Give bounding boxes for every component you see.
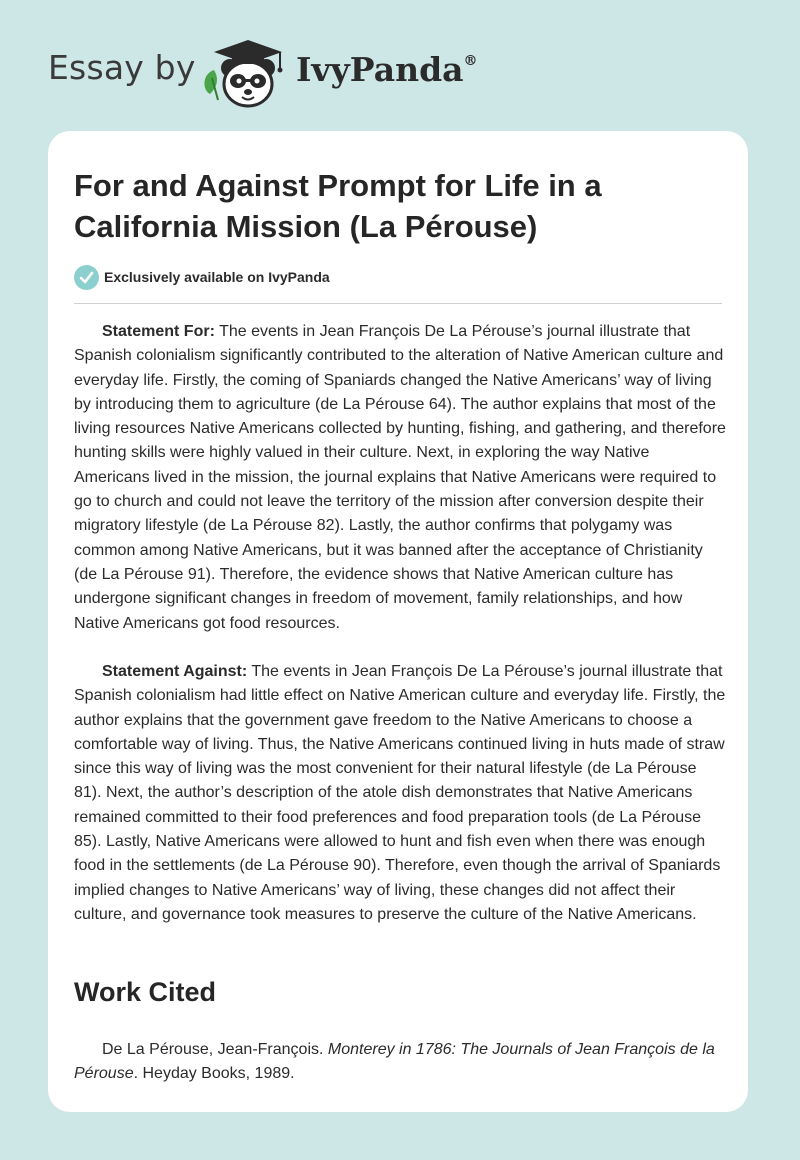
citation-title: Monterey in 1786: The Journals of Jean François de la Pérouse <box>74 1041 715 1083</box>
works-cited-heading: Work Cited <box>74 977 217 1007</box>
exclusive-badge <box>74 264 330 290</box>
citation-author: De La Pérouse, Jean-François. <box>102 1041 328 1058</box>
essay-card <box>48 131 748 1112</box>
paragraph-label: Statement Against: <box>102 663 248 680</box>
paragraph-label: Statement For: <box>102 323 215 340</box>
page-title: For and Against Prompt for Life in a California Mission (La Pérouse) <box>74 168 602 244</box>
badge-text: Exclusively available on IvyPanda <box>104 269 330 285</box>
paragraph-statement-for <box>74 320 726 636</box>
panda-logo-icon <box>196 34 292 110</box>
citation-publisher: . Heyday Books, 1989. <box>133 1065 295 1083</box>
paragraph-text: The events in Jean François De La Pérouse’s journal illustrate that Spanish colonialism had little effect on Native American culture and everyday life. Firstly, the author explains that the government gave freedom to the Native Americans to choose a comfortable way of living. Thus, the Native Americans continued living in huts made of straw since this way of living was the most convenient for their natural lifestyle (de La Pérouse 81). Next, the author’s description of the atole dish demonstrates that Native Americans remained committed to their food preferences and food preparation tools (de La Pérouse 85). Lastly, Native Americans were allowed to hunt and fish even when there was enough food in the settlements (de La Pérouse 90). Therefore, even though the arrival of Spaniards implied changes to Native Americans’ way of living, these changes did not affect their culture, and governance took measures to preserve the culture of the Native Americans. <box>74 663 726 923</box>
paragraph-statement-against <box>74 660 726 927</box>
trademark-mark: ® <box>463 53 478 69</box>
brand-name: IvyPanda® <box>296 50 478 89</box>
essay-by-label: Essay by <box>48 48 196 87</box>
citation-entry <box>74 1038 726 1087</box>
divider <box>74 303 722 304</box>
check-icon <box>74 265 99 290</box>
site-header <box>0 0 800 130</box>
paragraph-text: The events in Jean François De La Pérouse’s journal illustrate that Spanish colonialism significantly contributed to the alteration of Native American culture and everyday life. Firstly, the coming of Spaniards changed the Native Americans’ way of living by introducing them to agriculture (de La Pérouse 64). The author explains that most of the living resources Native Americans collected by hunting, fishing, and gathering, and therefore hunting skills were highly valued in their culture. Next, in exploring the way Native Americans lived in the mission, the journal explains that Native Americans were required to go to church and could not leave the territory of the mission after conversion despite their migratory lifestyle (de La Pérouse 82). Lastly, the author confirms that polygamy was common among Native Americans, but it was banned after the acceptance of Christianity (de La Pérouse 91). Therefore, the evidence shows that Native American culture has undergone significant changes in freedom of movement, family relationships, and how Native Americans got food resources. <box>74 323 726 632</box>
